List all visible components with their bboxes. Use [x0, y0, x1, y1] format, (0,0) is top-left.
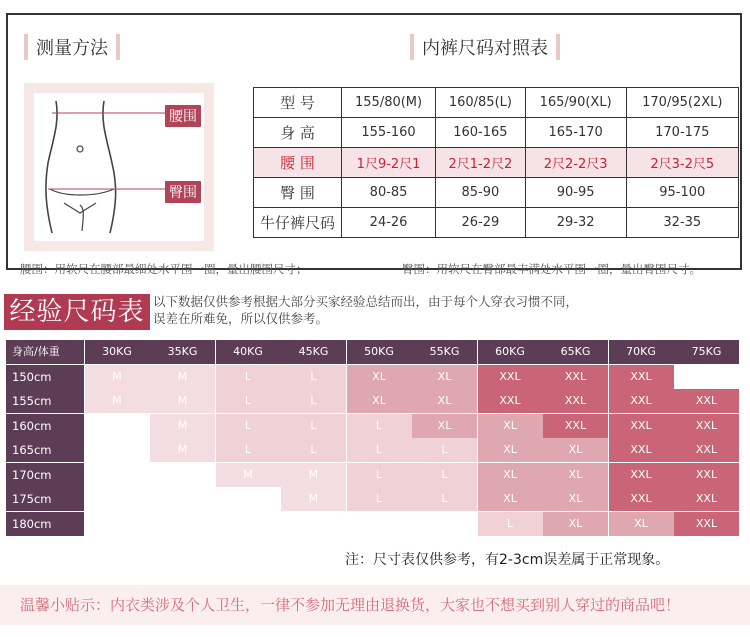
size-cell: 155-160: [342, 118, 436, 148]
size-recommendation: [150, 487, 215, 511]
grid-row: [6, 414, 742, 438]
size-cell: 165/90(XL): [525, 88, 626, 118]
size-cell: 32-35: [626, 208, 738, 238]
size-recommendation: XL: [478, 463, 543, 487]
size-recommendation: L: [412, 438, 477, 462]
grid-row: [6, 438, 742, 462]
size-row-label: 牛仔裤尺码: [254, 208, 342, 238]
grid-row: [6, 463, 742, 487]
size-table-row: [254, 178, 739, 208]
grid-header-row: [6, 340, 742, 364]
size-table-row: [254, 148, 739, 178]
size-recommendation: XL: [347, 365, 412, 389]
size-cell: 160-165: [436, 118, 526, 148]
weight-header: 30KG: [85, 340, 150, 364]
weight-header: 65KG: [543, 340, 608, 364]
size-recommendation: L: [216, 365, 281, 389]
size-recommendation: L: [281, 438, 346, 462]
weight-header: 55KG: [412, 340, 477, 364]
size-table-row: [254, 88, 739, 118]
waist-note: 腰围：用软尺在腰部最细处水平围一圈，量出腰围尺寸；: [20, 262, 308, 276]
size-table-row: [254, 208, 739, 238]
size-recommendation: XXL: [674, 487, 739, 511]
size-recommendation: M: [85, 389, 150, 413]
size-recommendation: M: [216, 463, 281, 487]
size-cell: 26-29: [436, 208, 526, 238]
size-recommendation: XXL: [609, 414, 674, 438]
height-label: 170cm: [6, 463, 84, 487]
size-recommendation: XL: [412, 365, 477, 389]
size-row-label: 身 高: [254, 118, 342, 148]
size-recommendation: XL: [609, 512, 674, 536]
size-recommendation: L: [412, 463, 477, 487]
size-cell: 95-100: [626, 178, 738, 208]
grid-row: [6, 512, 742, 536]
size-table: [253, 87, 739, 238]
hip-tag: 臀围: [165, 181, 201, 203]
size-cell: 80-85: [342, 178, 436, 208]
size-cell: 170/95(2XL): [626, 88, 738, 118]
size-recommendation: M: [150, 438, 215, 462]
size-recommendation: L: [281, 365, 346, 389]
footnote: 注：尺寸表仅供参考，有2-3cm误差属于正常现象。: [345, 552, 670, 568]
size-table-row: [254, 118, 739, 148]
weight-header: 45KG: [281, 340, 346, 364]
weight-header: 60KG: [478, 340, 543, 364]
size-recommendation: [85, 487, 150, 511]
size-cell: 24-26: [342, 208, 436, 238]
size-recommendation: [281, 512, 346, 536]
size-recommendation: XXL: [674, 389, 739, 413]
size-recommendation: XL: [347, 389, 412, 413]
size-recommendation: M: [150, 414, 215, 438]
size-recommendation: [85, 414, 150, 438]
weight-header: 40KG: [216, 340, 281, 364]
size-recommendation: M: [281, 487, 346, 511]
size-recommendation: XXL: [609, 463, 674, 487]
weight-header: 75KG: [674, 340, 739, 364]
size-table-title: 内裤尺码对照表: [412, 30, 558, 64]
size-recommendation: XL: [543, 463, 608, 487]
size-cell: 155/80(M): [342, 88, 436, 118]
size-recommendation: [216, 512, 281, 536]
experience-description: [153, 293, 633, 327]
height-label: 165cm: [6, 438, 84, 462]
size-recommendation: XXL: [543, 414, 608, 438]
size-recommendation: [85, 438, 150, 462]
size-recommendation: XXL: [478, 365, 543, 389]
measure-title: 测量方法: [26, 30, 118, 64]
size-recommendation: XL: [478, 414, 543, 438]
size-recommendation: [150, 512, 215, 536]
height-label: 160cm: [6, 414, 84, 438]
body-figure: [24, 83, 214, 251]
size-recommendation: XXL: [609, 438, 674, 462]
size-recommendation: [85, 463, 150, 487]
size-recommendation: M: [150, 389, 215, 413]
size-recommendation: XL: [412, 414, 477, 438]
size-recommendation: XL: [543, 438, 608, 462]
size-recommendation: XL: [478, 487, 543, 511]
size-cell: 90-95: [525, 178, 626, 208]
experience-grid: [6, 340, 742, 536]
height-label: 175cm: [6, 487, 84, 511]
weight-header: 35KG: [150, 340, 215, 364]
tip-banner: 温馨小贴示：内衣类涉及个人卫生，一律不参加无理由退换货，大家也不想买到别人穿过的商品吧！: [0, 585, 750, 625]
size-row-label: 臀 围: [254, 178, 342, 208]
size-recommendation: XL: [478, 438, 543, 462]
size-recommendation: [150, 463, 215, 487]
size-recommendation: L: [347, 414, 412, 438]
size-guide-box: [6, 13, 742, 276]
grid-row: [6, 389, 742, 413]
size-recommendation: L: [412, 487, 477, 511]
size-recommendation: XXL: [609, 365, 674, 389]
size-recommendation: XXL: [543, 389, 608, 413]
size-cell: 85-90: [436, 178, 526, 208]
size-recommendation: M: [150, 365, 215, 389]
size-recommendation: XL: [543, 487, 608, 511]
size-row-label: 腰 围: [254, 148, 342, 178]
size-recommendation: XXL: [674, 512, 739, 536]
size-recommendation: [85, 512, 150, 536]
size-cell: 165-170: [525, 118, 626, 148]
hip-note: 臀围：用软尺在臀部最丰满处水平围一圈，量出臀围尺寸。: [402, 262, 701, 276]
grid-row: [6, 487, 742, 511]
size-recommendation: XXL: [609, 389, 674, 413]
size-cell: 2尺2-2尺3: [525, 148, 626, 178]
size-recommendation: L: [347, 438, 412, 462]
size-cell: 160/85(L): [436, 88, 526, 118]
size-recommendation: XL: [412, 389, 477, 413]
height-label: 180cm: [6, 512, 84, 536]
size-recommendation: L: [216, 438, 281, 462]
height-label: 155cm: [6, 389, 84, 413]
size-cell: 170-175: [626, 118, 738, 148]
height-label: 150cm: [6, 365, 84, 389]
weight-header: 50KG: [347, 340, 412, 364]
size-recommendation: L: [347, 487, 412, 511]
size-cell: 1尺9-2尺1: [342, 148, 436, 178]
size-recommendation: [216, 487, 281, 511]
size-recommendation: L: [478, 512, 543, 536]
size-recommendation: L: [216, 389, 281, 413]
experience-title: 经验尺码表: [4, 294, 150, 330]
size-recommendation: XXL: [609, 487, 674, 511]
grid-corner-label: 身高/体重: [6, 340, 84, 364]
size-recommendation: L: [281, 414, 346, 438]
size-recommendation: L: [347, 463, 412, 487]
size-recommendation: L: [216, 414, 281, 438]
size-recommendation: [674, 365, 739, 389]
size-recommendation: M: [85, 365, 150, 389]
size-recommendation: XXL: [478, 389, 543, 413]
description-line: 以下数据仅供参考根据大部分买家经验总结而出，由于每个人穿衣习惯不同，: [153, 294, 579, 309]
size-recommendation: XL: [543, 512, 608, 536]
size-recommendation: XXL: [674, 414, 739, 438]
description-line: 误差在所难免，所以仅供参考。: [153, 311, 329, 326]
size-cell: 2尺3-2尺5: [626, 148, 738, 178]
size-row-label: 型 号: [254, 88, 342, 118]
weight-header: 70KG: [609, 340, 674, 364]
size-recommendation: [412, 512, 477, 536]
size-recommendation: XXL: [543, 365, 608, 389]
size-recommendation: L: [281, 389, 346, 413]
grid-row: [6, 365, 742, 389]
size-recommendation: XXL: [674, 463, 739, 487]
size-cell: 29-32: [525, 208, 626, 238]
size-recommendation: M: [281, 463, 346, 487]
waist-tag: 腰围: [165, 105, 201, 127]
size-cell: 2尺1-2尺2: [436, 148, 526, 178]
size-recommendation: XXL: [674, 438, 739, 462]
size-recommendation: [347, 512, 412, 536]
